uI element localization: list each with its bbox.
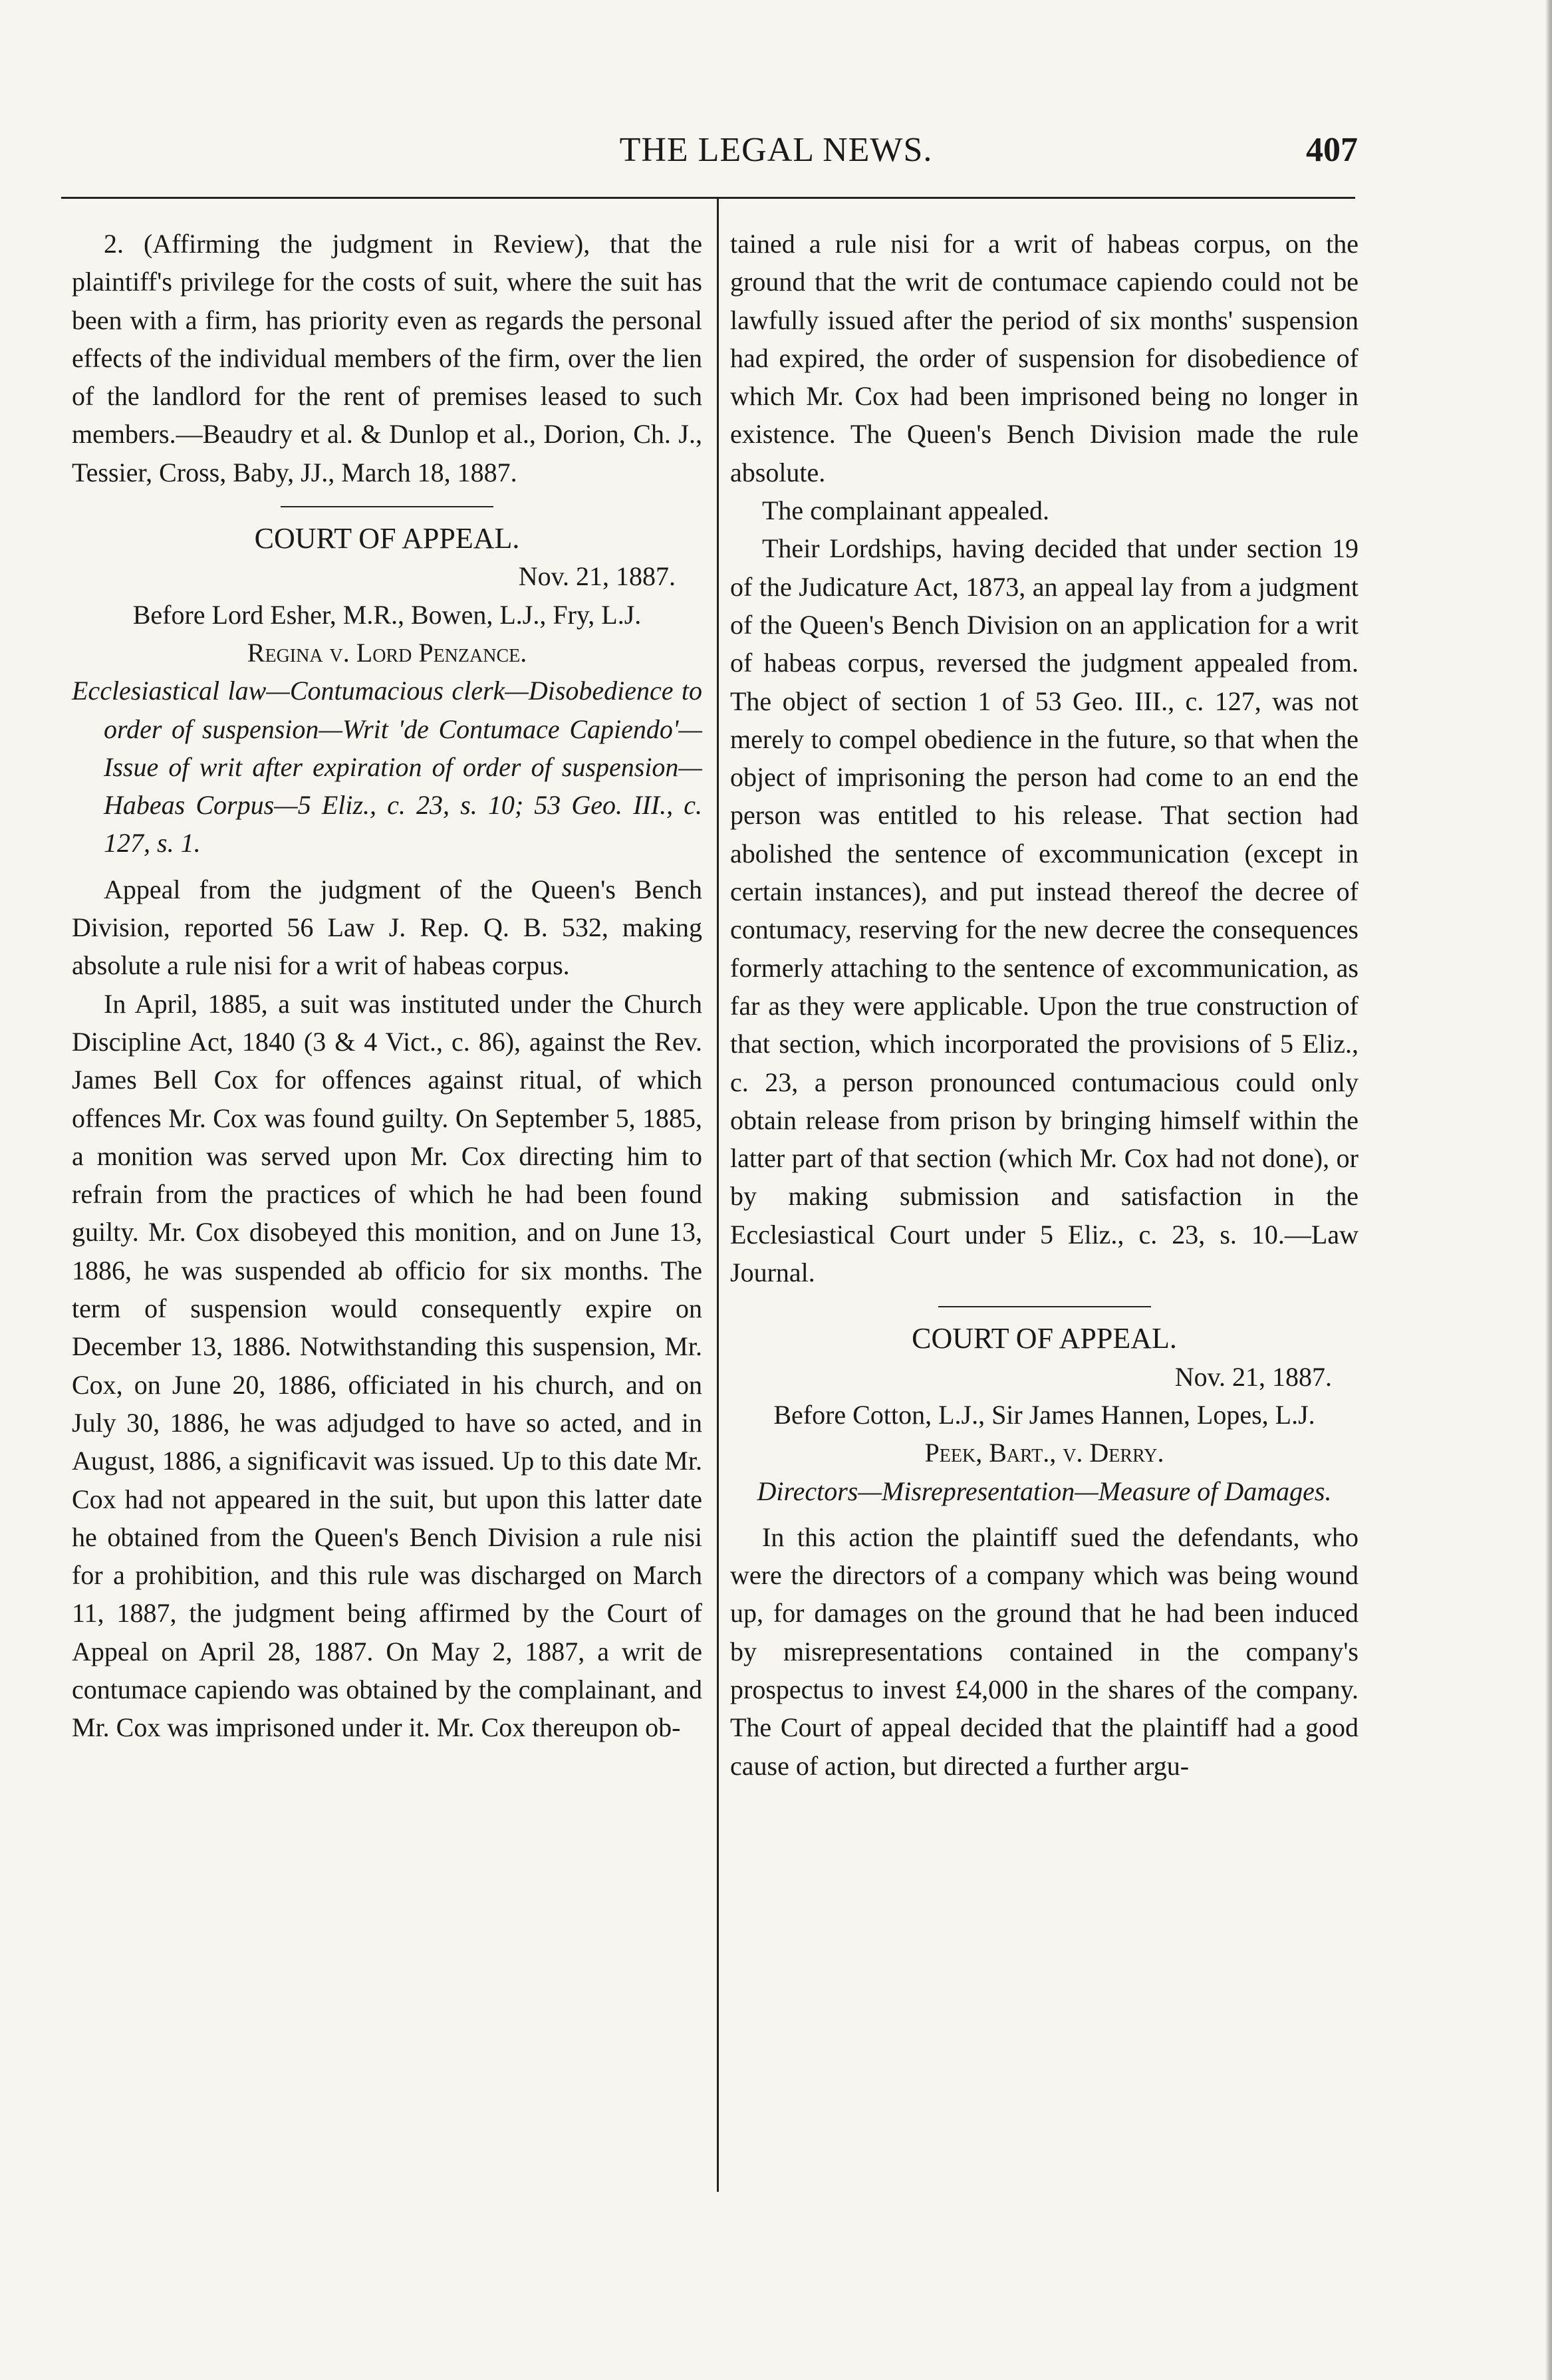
section-rule xyxy=(938,1306,1151,1307)
paragraph: Appeal from the judgment of the Queen's Bench Division, reported 56 Law J. Rep. Q. B. 532, making absolute a rule nisi for a writ of habeas corpus. xyxy=(72,874,702,981)
case-date: Nov. 21, 1887. xyxy=(518,561,676,592)
spacer xyxy=(72,862,702,870)
bench-line: Before Cotton, L.J., Sir James Hannen, Lopes, L.J. xyxy=(773,1399,1315,1430)
headnote: Ecclesiastical law—Contumacious clerk—Disobedience to order of suspension—Writ 'de Contumace Capiendo'—Issue of writ after expiration of order of suspension—Habeas Corpus—5 Eliz., c. 23, s. 10; 53 Geo. III., c. 127, s. 1. xyxy=(72,676,702,859)
right-column xyxy=(730,225,1358,1785)
paragraph: In April, 1885, a suit was instituted under the Church Discipline Act, 1840 (3 & 4 Vict., c. 86), against the Rev. James Bell Cox for offences against ritual, of which offences Mr. Cox was found guilty. On September 5, 1885, a monition was served upon Mr. Cox directing him to refrain from the practices of which he had been found guilty. Mr. Cox disobeyed this monition, and on June 13, 1886, he was suspended ab officio for six months. The term of suspension would consequently expire on December 13, 1886. Notwithstanding this suspension, Mr. Cox, on June 20, 1886, officiated in his church, and on July 30, 1886, he was adjudged to have so acted, and in August, 1886, a significavit was issued. Up to this date Mr. Cox had not appeared in the suit, but upon this latter date he obtained from the Queen's Bench Division a rule nisi for a prohibition, and this rule was discharged on March 11, 1887, the judgment being affirmed by the Court of Appeal on April 28, 1887. On May 2, 1887, a writ de contumace capiendo was obtained by the complainant, and Mr. Cox was imprisoned under it. Mr. Cox thereupon ob- xyxy=(72,988,702,1743)
page-number: 407 xyxy=(1306,131,1358,169)
running-header xyxy=(0,130,1552,184)
case-name: Regina v. Lord Penzance. xyxy=(247,637,527,668)
section-rule xyxy=(281,506,493,507)
page-edge-shadow xyxy=(1545,0,1552,2380)
paragraph: In this action the plaintiff sued the defendants, who were the directors of a company which was being wound up, for damages on the ground that he had been induced by misrepresentations contained in the company's prospectus to invest £4,000 in the shares of the company. The Court of appeal decided that the plaintiff had a good cause of action, but directed a further argu- xyxy=(730,1521,1358,1781)
bench-line: Before Lord Esher, M.R., Bowen, L.J., Fry, L.J. xyxy=(132,599,642,630)
spacer xyxy=(730,1510,1358,1518)
paragraph: 2. (Affirming the judgment in Review), that the plaintiff's privilege for the costs of suit, where the suit has been with a firm, has priority even as regards the personal effects of the individual members of the firm, over the lien of the landlord for the rent of premises leased to such members.—Beaudry et al. & Dunlop et al., Dorion, Ch. J., Tessier, Cross, Baby, JJ., March 18, 1887. xyxy=(72,229,702,487)
journal-title: THE LEGAL NEWS. xyxy=(619,131,933,169)
header-rule xyxy=(61,197,1355,199)
headnote: Directors—Misrepresentation—Measure of Damages. xyxy=(757,1476,1332,1506)
court-heading: COURT OF APPEAL. xyxy=(254,522,520,555)
paragraph: tained a rule nisi for a writ of habeas corpus, on the ground that the writ de contumace capiendo could not be lawfully issued after the period of six months' suspension had expired, the order of suspension for disobedience of which Mr. Cox had been imprisoned being no longer in existence. The Queen's Bench Division made the rule absolute. xyxy=(730,229,1358,487)
case-name: Peek, Bart., v. Derry. xyxy=(924,1438,1164,1468)
paragraph: Their Lordships, having decided that under section 19 of the Judicature Act, 1873, an appeal lay from a judgment of the Queen's Bench Division on an application for a writ of habeas corpus, reversed the judgment appealed from. The object of section 1 of 53 Geo. III., c. 127, was not merely to compel obedience in the future, so that when the object of imprisoning the person had come to an end the person was entitled to his release. That section had abolished the sentence of excommunication (except in certain instances), and put instead thereof the decree of contumacy, reserving for the new decree the consequences formerly attaching to the sentence of excommunication, as far as they were applicable. Upon the true construction of that section, which incorporated the provisions of 5 Eliz., c. 23, a person pronounced contumacious could only obtain release from prison by bringing himself within the latter part of that section (which Mr. Cox had not done), or by making submission and satisfaction in the Ecclesiastical Court under 5 Eliz., c. 23, s. 10.—Law Journal. xyxy=(730,533,1358,1288)
case-date: Nov. 21, 1887. xyxy=(1174,1361,1332,1392)
column-divider xyxy=(717,197,719,2192)
left-column xyxy=(72,225,702,1747)
court-heading: COURT OF APPEAL. xyxy=(912,1322,1177,1355)
paragraph: The complainant appealed. xyxy=(762,495,1050,526)
